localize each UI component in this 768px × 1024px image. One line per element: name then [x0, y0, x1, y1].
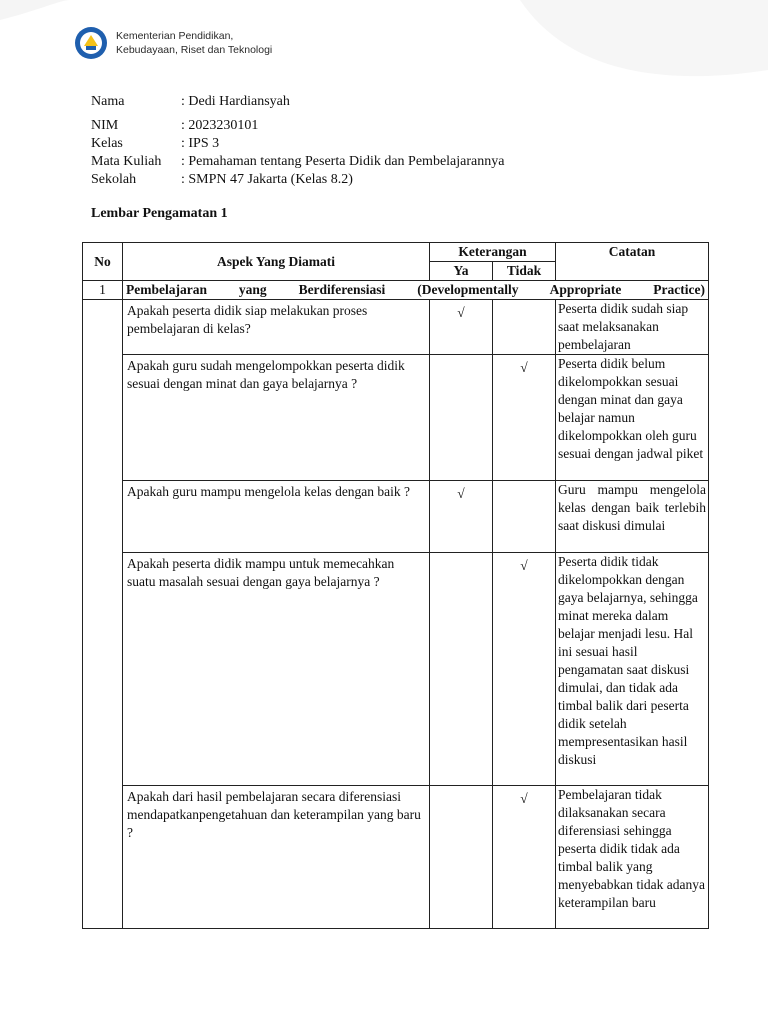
question-cell: Apakah guru mampu mengelola kelas dengan baik ? [123, 481, 430, 553]
question-cell: Apakah guru sudah mengelompokkan peserta didik sesuai dengan minat dan gaya belajarnya ? [123, 355, 430, 481]
info-row-kelas [91, 135, 504, 153]
header-ya: Ya [430, 262, 493, 281]
table-row [83, 355, 709, 481]
info-label: NIM [91, 118, 119, 133]
table-row [83, 481, 709, 553]
header-tidak: Tidak [493, 262, 556, 281]
table-header-row [83, 243, 709, 262]
info-label: Nama [91, 94, 125, 109]
student-info [91, 93, 504, 189]
note-cell: Guru mampu mengelola kelas dengan baik terlebih saat diskusi dimulai [556, 481, 709, 553]
table-row [83, 300, 709, 355]
tidak-check [493, 481, 556, 553]
info-row-mata-kuliah [91, 153, 504, 171]
tidak-check: √ [493, 786, 556, 929]
info-row-sekolah [91, 171, 504, 189]
header-no: No [83, 243, 123, 281]
question-cell: Apakah peserta didik mampu untuk memecahkan suatu masalah sesuai dengan gaya belajarnya ? [123, 553, 430, 786]
info-value: : SMPN 47 Jakarta (Kelas 8.2) [181, 172, 353, 187]
header-catatan: Catatan [556, 243, 709, 281]
info-label: Kelas [91, 136, 123, 151]
ministry-name-line2: Kebudayaan, Riset dan Teknologi [116, 44, 273, 56]
tidak-check: √ [493, 355, 556, 481]
info-value: : Dedi Hardiansyah [181, 94, 290, 109]
note-cell: Peserta didik sudah siap saat melaksanakan pembelajaran [556, 300, 709, 355]
question-cell: Apakah dari hasil pembelajaran secara diferensiasi mendapatkanpengetahuan dan keterampilan yang baru ? [123, 786, 430, 929]
table-row [83, 786, 709, 929]
section-number: 1 [83, 281, 123, 300]
note-cell: Peserta didik belum dikelompokkan sesuai dengan minat dan gaya belajar namun dikelompokkan oleh guru sesuai dengan jadwal piket [556, 355, 709, 481]
info-row-nama [91, 93, 504, 111]
info-value: : IPS 3 [181, 136, 220, 151]
note-cell: Peserta didik tidak dikelompokkan dengan gaya belajarnya, sehingga minat mereka dalam belajar menjadi lesu. Hal ini sesuai hasil pengamatan saat diskusi dimulai, dan tidak ada timbal balik dari peserta didik setelah mempresentasikan hasil diskusi [556, 553, 709, 786]
info-row-nim [91, 117, 504, 135]
ministry-logo [74, 26, 272, 60]
info-value: : 2023230101 [181, 118, 259, 133]
ya-check [430, 786, 493, 929]
info-value: : Pemahaman tentang Peserta Didik dan Pembelajarannya [181, 154, 505, 169]
ministry-name-line1: Kementerian Pendidikan, [116, 30, 234, 42]
info-label: Mata Kuliah [91, 154, 162, 169]
question-cell: Apakah peserta didik siap melakukan proses pembelajaran di kelas? [123, 300, 430, 355]
tidak-check: √ [493, 553, 556, 786]
ya-check [430, 553, 493, 786]
header-keterangan: Keterangan [430, 243, 556, 262]
note-cell: Pembelajaran tidak dilaksanakan secara diferensiasi sehingga peserta didik tidak ada timbal balik yang menyebabkan tidak adanya keterampilan baru [556, 786, 709, 929]
ministry-name [116, 29, 272, 57]
header-aspek: Aspek Yang Diamati [123, 243, 430, 281]
section-title: Lembar Pengamatan 1 [91, 206, 228, 221]
info-label: Sekolah [91, 172, 137, 187]
ya-check: √ [430, 300, 493, 355]
section-row [83, 281, 709, 300]
number-cell-empty [83, 300, 123, 929]
section-heading: Pembelajaran yang Berdiferensiasi (Developmentally Appropriate Practice) [123, 281, 709, 300]
ya-check: √ [430, 481, 493, 553]
observation-table [82, 242, 709, 929]
ya-check [430, 355, 493, 481]
table-row [83, 553, 709, 786]
tidak-check [493, 300, 556, 355]
tut-wuri-handayani-icon [74, 26, 108, 60]
